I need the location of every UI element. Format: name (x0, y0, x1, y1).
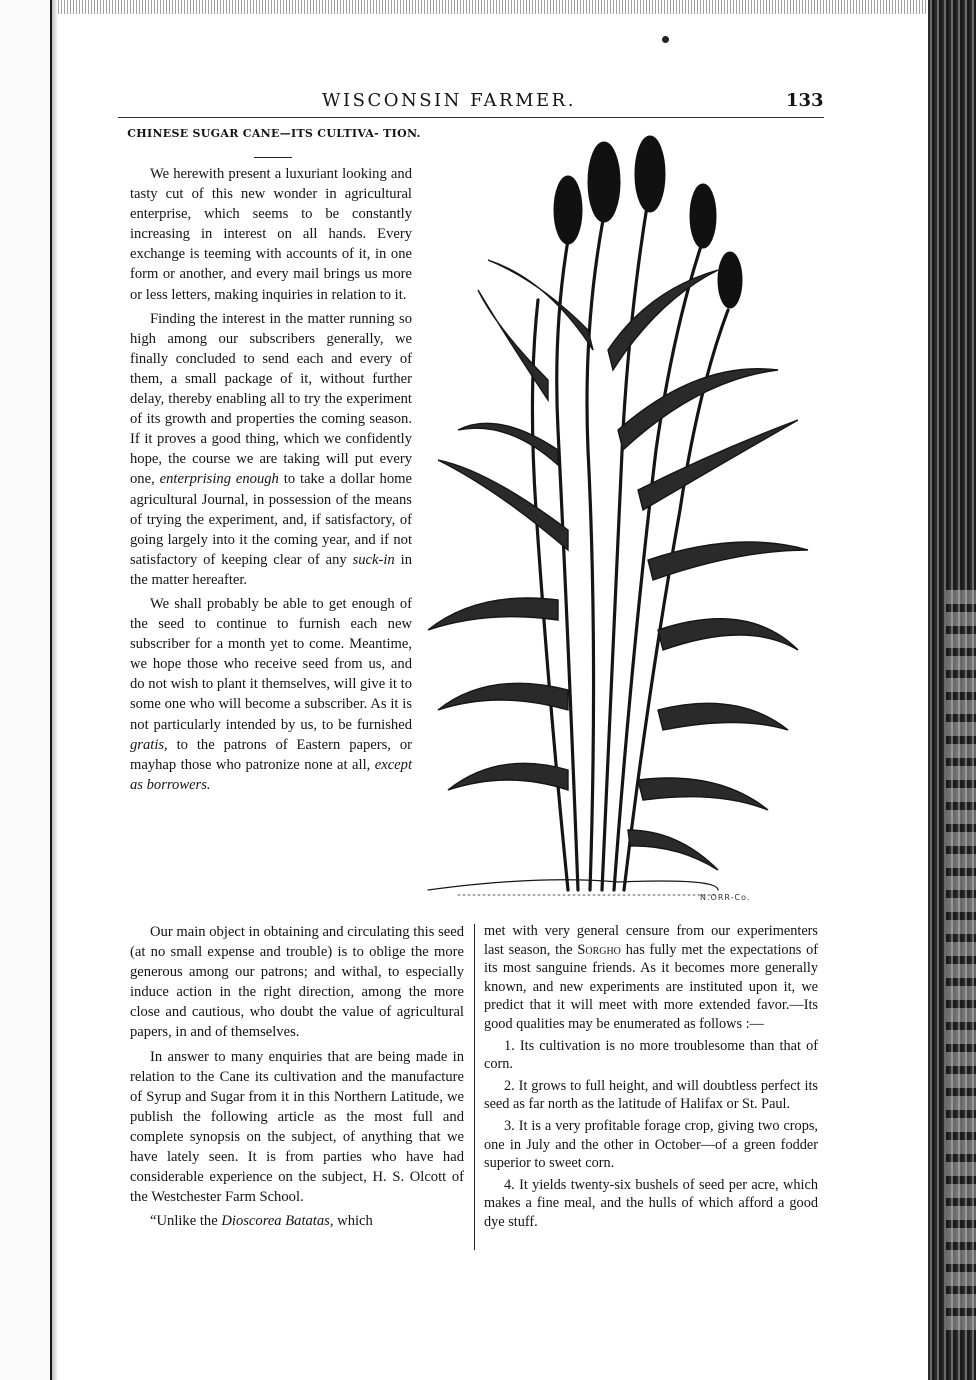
ink-dot (662, 36, 669, 43)
italic-text: enterprising enough (159, 471, 279, 488)
italic-text: gratis, (130, 736, 168, 753)
paragraph-1: We herewith present a luxuriant looking and tasty cut of this new wonder in agricultural enterprise, which seems to be constantly increasing in interest on all hands. Every exchange is teeming with accounts of it, in one form or another, and every mail brings us more or less letters, making inquiries in relation to it. (130, 166, 412, 303)
paragraph-7: met with very general censure from our experimenters last season, the Sorgho has fully met the expectations of its most sanguine friends. As it becomes more generally known, and new experiments are instituted upon it, we predict that it will meet with more extended favor.—Its good qualities may be enumerated as follows :— (484, 923, 818, 1032)
header-rule (118, 117, 824, 118)
list-item-2: 2. It grows to full height, and will doubtless perfect its seed as far north as the latitude of Halifax or St. Paul. (484, 1077, 818, 1113)
sugar-cane-illustration (418, 130, 828, 910)
page-number: 133 (786, 90, 824, 111)
running-header-title: WISCONSIN FARMER. (322, 90, 576, 111)
title-rule (254, 157, 292, 158)
left-page-edge (0, 0, 52, 1380)
gutter-shadow (52, 0, 58, 1380)
small-caps-text: Sorgho (577, 941, 621, 958)
engraver-signature: N.ORR-Co. (700, 893, 751, 902)
paragraph-3: We shall probably be able to get enough of the seed to continue to furnish each new subscriber for a month yet to come. Meantime, we hope those who receive seed from us, and do not wish to plant it themselves, will give it to some one who will become a subscriber. As it is not particularly intended by us, to be furnished gratis, to the patrons of Eastern papers, or mayhap those who patronize none at all, except as borrowers. (130, 595, 412, 793)
list-item-1: 1. Its cultivation is no more troublesome than that of corn. (484, 1037, 818, 1073)
paragraph-6: “Unlike the Dioscorea Batatas, which (150, 1213, 373, 1230)
top-page-edge (58, 0, 928, 14)
paragraph-2: Finding the interest in the matter running so high among our subscribers generally, we finally concluded to send each and every of them, a small package of it, without further delay, thereby enabling all to try the experiment of its growth and properties the coming season. If it proves a good thing, which we confidently hope, the course we are taking will put every one, enterprising enough to take a dollar home agricultural Journal, in possession of the means of trying the experiment, and, if satisfactory, of going largely into it the coming year, and if not satisfactory of keeping clear of any suck-in in the matter hereafter. (130, 310, 412, 588)
paragraph-5: In answer to many enquiries that are being made in relation to the Cane its cultivation and the manufacture of Syrup and Sugar from it in this Northern Latitude, we publish the following article as the most full and complete synopsis on the subject, of anything that we have lately seen. It is from parties who have had considerable experience on the subject, H. S. Olcott of the Westchester Farm School. (130, 1048, 464, 1206)
list-item-4: 4. It yields twenty-six bushels of seed per acre, which makes a fine meal, and the hulls of which afford a good dye stuff. (484, 1176, 818, 1230)
upper-text-column (130, 164, 412, 799)
italic-text: Dioscorea Batatas, (221, 1213, 334, 1230)
italic-text: suck-in (352, 551, 395, 568)
paragraph-4: Our main object in obtaining and circulating this seed (at no small expense and trouble) is to oblige the more generous among our patrons; and withal, to especially induce action in the right direction, among the more close and cautious, who doubt the value of agricultural papers, in and of themselves. (130, 924, 464, 1041)
lower-left-column (130, 922, 464, 1235)
italic-text: except as borrowers. (130, 756, 412, 793)
column-divider (474, 924, 475, 1250)
list-item-3: 3. It is a very profitable forage crop, giving two crops, one in July and the other in October—of a green fodder superior to sweet corn. (484, 1117, 818, 1172)
article-title: CHINESE SUGAR CANE—ITS CULTIVA- TION. (127, 127, 421, 140)
spine-label (946, 590, 976, 1330)
lower-right-column (484, 922, 818, 1235)
